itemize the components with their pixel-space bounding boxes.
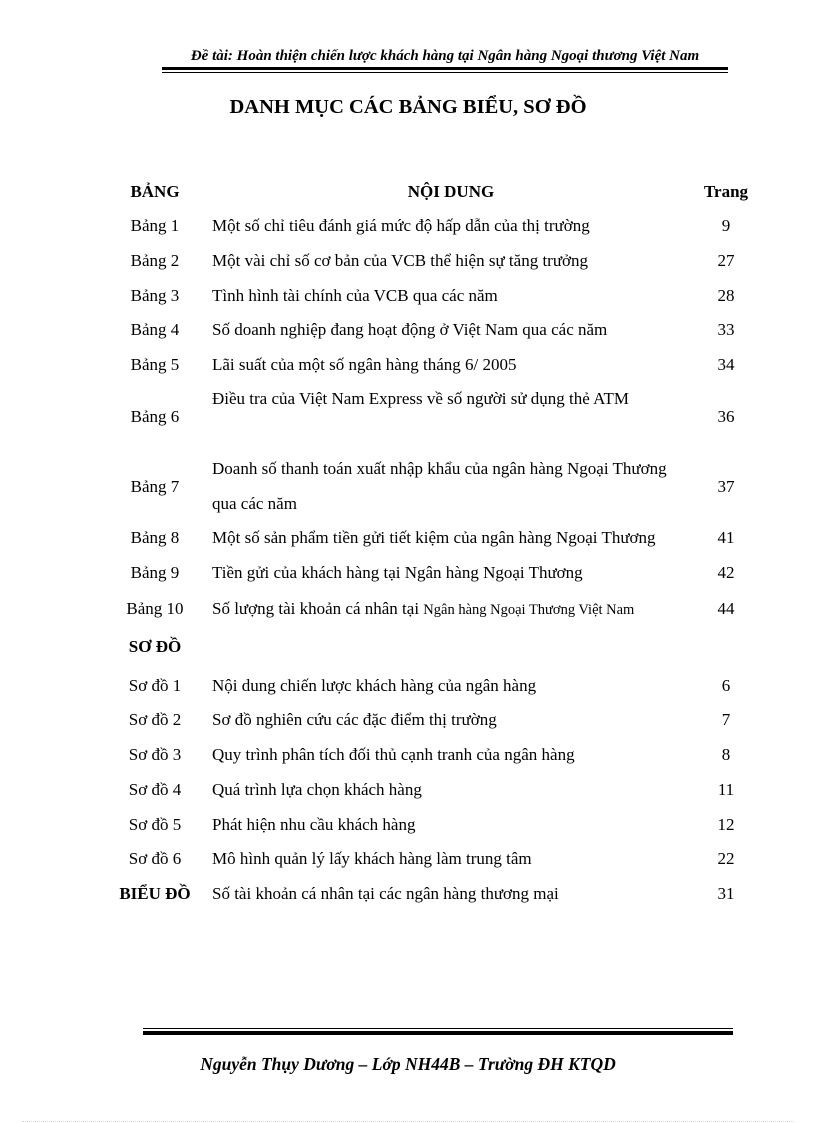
entry-label: Sơ đồ 6 [128, 849, 182, 868]
entry-page: 8 [721, 745, 731, 764]
entry-label: Bảng 3 [130, 286, 180, 305]
entry-content-main: Số lượng tài khoản cá nhân tại [212, 599, 420, 618]
running-footer: Nguyễn Thụy Dương – Lớp NH44B – Trường ĐH KTQD [200, 1054, 616, 1074]
entry-page: 27 [717, 251, 735, 270]
entry-content: Số tài khoản cá nhân tại các ngân hàng thương mại [212, 884, 559, 903]
running-header: Đề tài: Hoàn thiện chiến lược khách hàng tại Ngân hàng Ngoại thương Việt Nam [190, 48, 700, 64]
entry-label: Sơ đồ 4 [128, 780, 182, 799]
entry-content: Một vài chỉ số cơ bản của VCB thể hiện sự tăng trưởng [212, 251, 589, 270]
footer-rule [143, 1031, 733, 1035]
entry-label: Sơ đồ 3 [128, 745, 182, 764]
entry-label: BIỂU ĐỒ [119, 884, 191, 903]
entry-page: 9 [721, 216, 731, 235]
entry-page: 34 [717, 355, 735, 374]
entry-label: Bảng 9 [130, 563, 180, 582]
header-rule [162, 67, 728, 70]
table-entry[interactable] [0, 381, 816, 451]
page-title: DANH MỤC CÁC BẢNG BIỂU, SƠ ĐỒ [229, 96, 587, 118]
entry-content: Tiền gửi của khách hàng tại Ngân hàng Ngoại Thương [212, 563, 583, 582]
entry-page: 36 [717, 407, 735, 426]
entry-content [212, 599, 692, 619]
entry-page: 42 [717, 563, 735, 582]
entry-page: 7 [721, 710, 731, 729]
entry-content: Một số chỉ tiêu đánh giá mức độ hấp dẫn của thị trường [212, 216, 590, 235]
entry-page: 22 [717, 849, 735, 868]
entry-page: 6 [721, 676, 731, 695]
entry-content: Số doanh nghiệp đang hoạt động ở Việt Nam qua các năm [212, 320, 608, 339]
column-heading-content: NỘI DUNG [407, 182, 495, 201]
entry-label: Sơ đồ 2 [128, 710, 182, 729]
entry-content: Một số sản phẩm tiền gửi tiết kiệm của ngân hàng Ngoại Thương [212, 528, 656, 547]
header-rule-thin [162, 72, 728, 73]
entry-page: 37 [717, 477, 735, 496]
entry-label: Sơ đồ 1 [128, 676, 182, 695]
entry-page: 41 [717, 528, 735, 547]
entry-label: Bảng 5 [130, 355, 180, 374]
entry-page: 33 [717, 320, 735, 339]
page-edge [22, 1121, 794, 1122]
entry-label: Bảng 7 [130, 477, 180, 496]
entry-label: Sơ đồ 5 [128, 815, 182, 834]
entry-page: 44 [717, 599, 735, 618]
entry-content: Điều tra của Việt Nam Express về số người sử dụng thẻ ATM [212, 389, 630, 408]
entry-label: Bảng 10 [126, 599, 184, 618]
entry-page: 12 [717, 815, 735, 834]
table-entry[interactable] [0, 451, 816, 521]
entry-page: 11 [717, 780, 735, 799]
entry-content: Quy trình phân tích đối thủ cạnh tranh của ngân hàng [212, 745, 575, 764]
section-heading-label: SƠ ĐỒ [128, 637, 182, 656]
entry-content: Tình hình tài chính của VCB qua các năm [212, 286, 498, 305]
entry-content: Sơ đồ nghiên cứu các đặc điểm thị trường [212, 710, 497, 729]
entry-content: Doanh số thanh toán xuất nhập khẩu của ngân hàng Ngoại Thương qua các năm [212, 459, 667, 513]
entry-page: 28 [717, 286, 735, 305]
entry-content: Phát hiện nhu cầu khách hàng [212, 815, 416, 834]
entry-label: Bảng 2 [130, 251, 180, 270]
entry-content: Quá trình lựa chọn khách hàng [212, 780, 422, 799]
entry-label: Bảng 6 [130, 407, 180, 426]
entry-page: 31 [717, 884, 735, 903]
entry-content: Mô hình quản lý lấy khách hàng làm trung tâm [212, 849, 532, 868]
entry-label: Bảng 1 [130, 216, 180, 235]
footer-rule-thin [143, 1028, 733, 1029]
entry-label: Bảng 4 [130, 320, 180, 339]
entry-content-small: Ngân hàng Ngoại Thương Việt Nam [423, 602, 635, 618]
entry-content: Nội dung chiến lược khách hàng của ngân hàng [212, 676, 537, 695]
column-heading-label: BẢNG [130, 182, 180, 201]
entry-content: Lãi suất của một số ngân hàng tháng 6/ 2005 [212, 355, 517, 374]
entry-label: Bảng 8 [130, 528, 180, 547]
column-heading-page: Trang [703, 182, 749, 201]
